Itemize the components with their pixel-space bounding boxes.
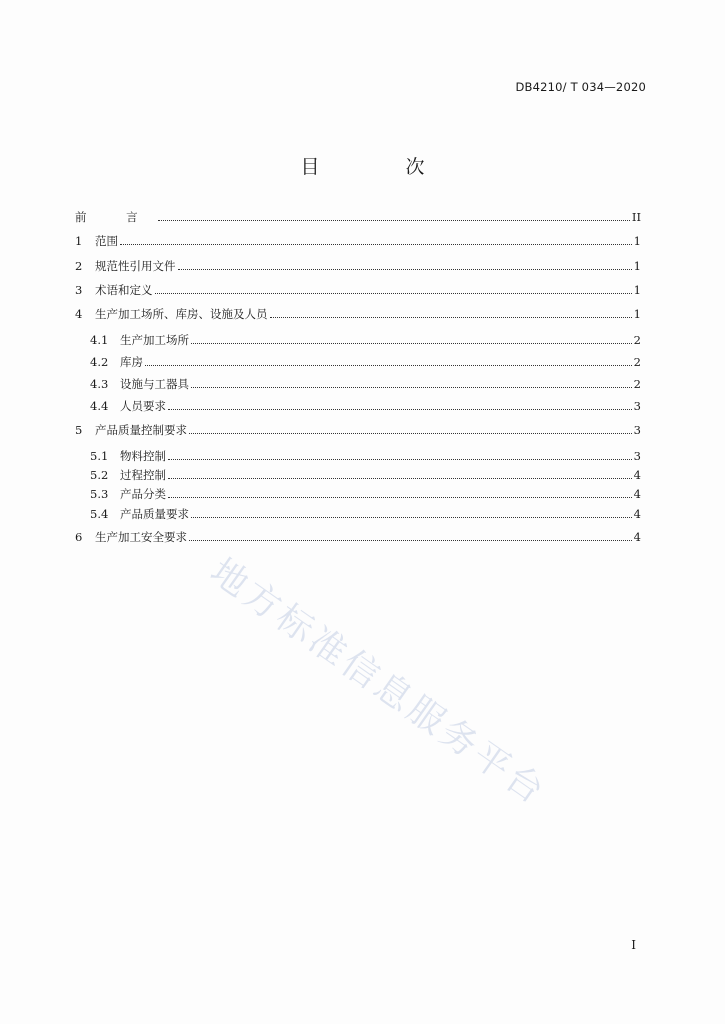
- toc-dot-leader: [168, 458, 632, 460]
- toc-entry-page: II: [631, 210, 641, 224]
- toc-dot-leader: [189, 539, 632, 541]
- toc-entry[interactable]: [75, 283, 641, 297]
- toc-dot-leader: [168, 496, 632, 498]
- toc-entry-page: 2: [633, 377, 641, 391]
- toc-entry-number: 4.4: [90, 399, 109, 413]
- toc-entry[interactable]: [90, 399, 641, 413]
- toc-entry[interactable]: [90, 333, 641, 347]
- toc-dot-leader: [270, 316, 632, 318]
- page-number: I: [631, 938, 636, 952]
- document-code: DB4210/ T 034—2020: [515, 80, 646, 94]
- toc-entry-page: 2: [633, 355, 641, 369]
- toc-entry-label: 生产加工场所: [120, 333, 189, 347]
- toc-dot-leader: [168, 408, 632, 410]
- toc-entry-page: 1: [633, 234, 641, 248]
- toc-entry-label: 物料控制: [120, 449, 166, 463]
- page-title: 目 次: [300, 156, 465, 178]
- toc-entry-label: 过程控制: [120, 468, 166, 482]
- toc-entry-label: 生产加工安全要求: [95, 530, 187, 544]
- toc-entry-number: 4.3: [90, 377, 109, 391]
- toc-entry[interactable]: [75, 423, 641, 437]
- toc-dot-leader: [191, 386, 632, 388]
- toc-entry-label: 规范性引用文件: [95, 259, 176, 273]
- toc-entry[interactable]: [75, 259, 641, 273]
- toc-entry-label: 范围: [95, 234, 118, 248]
- toc-entry-number: 4.1: [90, 333, 109, 347]
- toc-entry[interactable]: [75, 307, 641, 321]
- toc-dot-leader: [158, 219, 630, 221]
- toc-entry-page: 4: [633, 530, 641, 544]
- toc-entry-page: 4: [633, 507, 641, 521]
- toc-entry[interactable]: [75, 234, 641, 248]
- toc-entry-page: 2: [633, 333, 641, 347]
- toc-dot-leader: [191, 342, 632, 344]
- toc-dot-leader: [145, 364, 632, 366]
- toc-entry-label: 产品分类: [120, 487, 166, 501]
- toc-entry-label: 人员要求: [120, 399, 166, 413]
- toc-entry-page: 3: [633, 449, 641, 463]
- toc-entry[interactable]: [90, 487, 641, 501]
- toc-entry-page: 3: [633, 423, 641, 437]
- toc-entry-label: 产品质量要求: [120, 507, 189, 521]
- toc-entry[interactable]: [90, 507, 641, 521]
- toc-entry-label: 设施与工器具: [120, 377, 189, 391]
- toc-entry-number: 6: [75, 530, 83, 544]
- toc-entry[interactable]: [75, 530, 641, 544]
- toc-entry-number: 5.4: [90, 507, 109, 521]
- toc-entry[interactable]: [90, 377, 641, 391]
- toc-entry-label: 术语和定义: [95, 283, 153, 297]
- toc-entry-number: 5.2: [90, 468, 109, 482]
- toc-dot-leader: [155, 292, 632, 294]
- toc-entry-page: 1: [633, 307, 641, 321]
- toc-dot-leader: [191, 516, 632, 518]
- toc-entry[interactable]: [75, 210, 641, 224]
- toc-entry-page: 3: [633, 399, 641, 413]
- watermark: 地方标准信息服务平台: [202, 550, 554, 814]
- toc-entry-number: 2: [75, 259, 83, 273]
- toc-entry-page: 1: [633, 259, 641, 273]
- toc-entry-number: 4: [75, 307, 83, 321]
- toc-dot-leader: [178, 268, 632, 270]
- toc-entry-number: 4.2: [90, 355, 109, 369]
- toc-entry-label: 前 言: [75, 210, 156, 224]
- toc-entry-label: 库房: [120, 355, 143, 369]
- toc-entry[interactable]: [90, 449, 641, 463]
- toc-entry-number: 5.3: [90, 487, 109, 501]
- toc-entry-page: 4: [633, 487, 641, 501]
- toc-entry-label: 生产加工场所、库房、设施及人员: [95, 307, 268, 321]
- toc-entry[interactable]: [90, 468, 641, 482]
- toc-entry-number: 1: [75, 234, 83, 248]
- toc-entry[interactable]: [90, 355, 641, 369]
- toc-entry-number: 5.1: [90, 449, 109, 463]
- toc-entry-label: 产品质量控制要求: [95, 423, 187, 437]
- toc-dot-leader: [189, 432, 632, 434]
- toc-entry-page: 4: [633, 468, 641, 482]
- toc-dot-leader: [168, 477, 632, 479]
- toc-entry-page: 1: [633, 283, 641, 297]
- toc-entry-number: 3: [75, 283, 83, 297]
- toc-dot-leader: [120, 243, 632, 245]
- toc-entry-number: 5: [75, 423, 83, 437]
